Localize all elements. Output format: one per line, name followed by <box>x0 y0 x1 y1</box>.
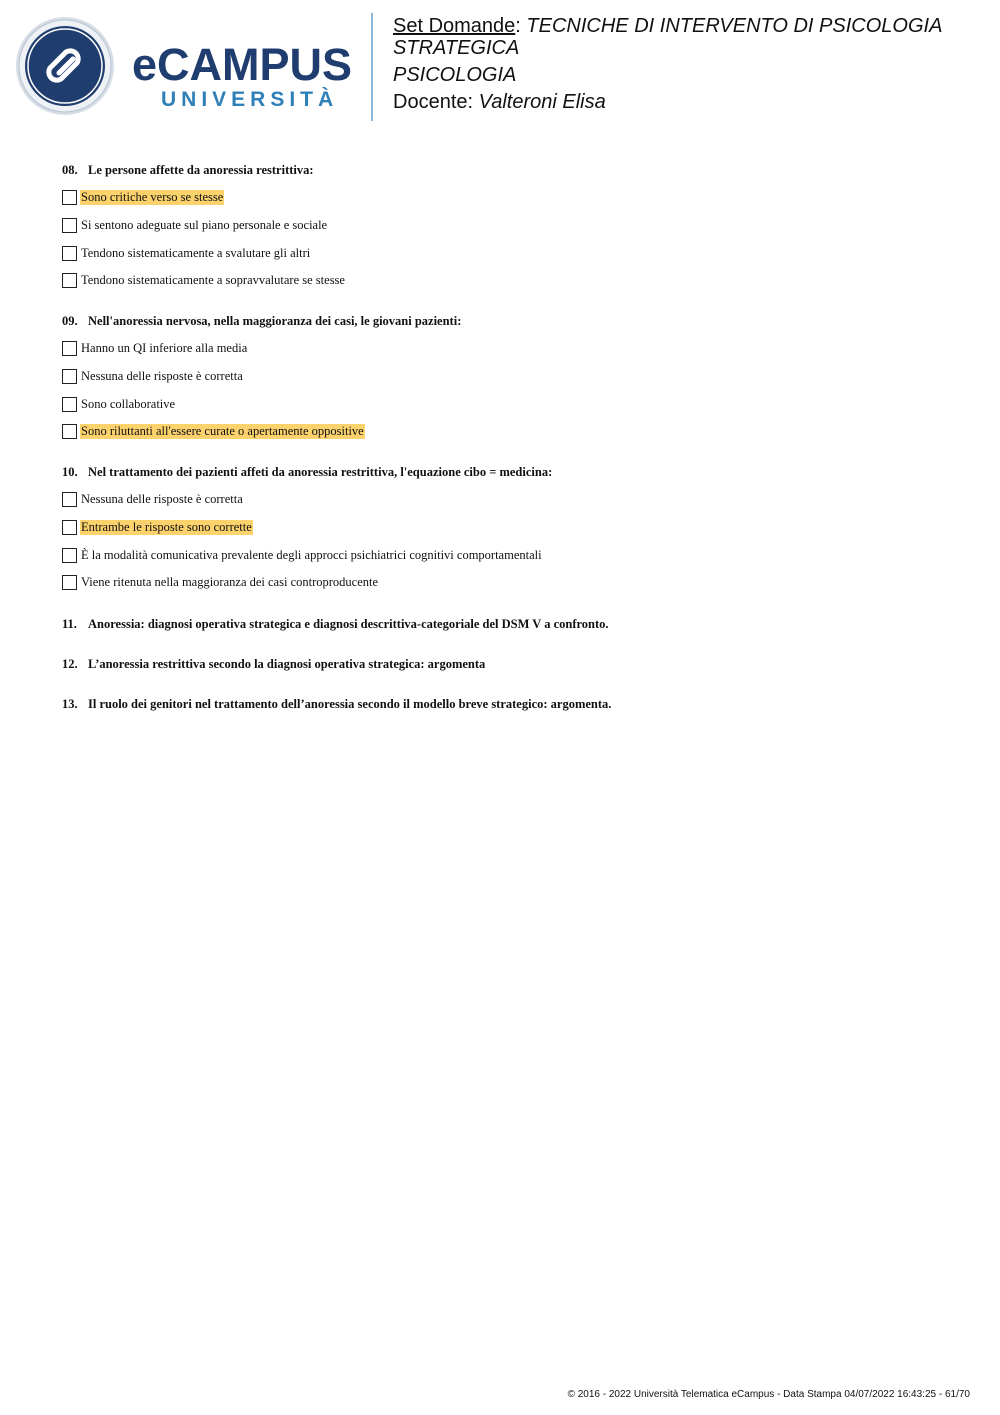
answer-checkbox[interactable] <box>62 548 77 563</box>
degree-name: PSICOLOGIA <box>393 64 517 86</box>
ecampus-seal-logo <box>14 16 116 116</box>
answer-checkbox[interactable] <box>62 273 77 288</box>
answer-text: Sono collaborative <box>81 397 176 411</box>
question-text: Il ruolo dei genitori nel trattamento dell’anoressia secondo il modello breve strategico: argomenta. <box>88 697 612 711</box>
question-heading <box>62 697 611 712</box>
set-separator: : <box>515 15 527 37</box>
answer-text: Entrambe le risposte sono corrette <box>81 520 252 534</box>
answer-checkbox[interactable] <box>62 520 77 535</box>
answer-checkbox[interactable] <box>62 369 77 384</box>
answer-checkbox[interactable] <box>62 246 77 261</box>
question-heading <box>62 617 609 632</box>
teacher-label: Docente: <box>393 91 479 113</box>
question-heading <box>62 657 485 672</box>
answer-text: Nessuna delle risposte è corretta <box>81 369 243 383</box>
teacher-line <box>393 91 606 113</box>
brand-wordmark <box>132 39 353 111</box>
course-title: TECNICHE DI INTERVENTO DI PSICOLOGIA STRATEGICA <box>393 15 942 59</box>
answer-text: Nessuna delle risposte è corretta <box>81 492 243 506</box>
brand-name: eCAMPUS <box>132 39 353 90</box>
page-footer: © 2016 - 2022 Università Telematica eCampus - Data Stampa 04/07/2022 16:43:25 - 61/70 <box>567 1389 970 1400</box>
question-heading <box>62 163 314 178</box>
question-number: 11. <box>62 617 77 631</box>
question-text: Anoressia: diagnosi operativa strategica e diagnosi descrittiva-categoriale del DSM V a confronto. <box>88 617 609 631</box>
set-label: Set Domande <box>393 15 516 37</box>
answer-text: Sono riluttanti all'essere curate o apertamente oppositive <box>81 424 364 438</box>
answer-checkbox[interactable] <box>62 492 77 507</box>
answer-text: Si sentono adeguate sul piano personale e sociale <box>81 218 328 232</box>
question-heading <box>62 465 552 480</box>
answer-checkbox[interactable] <box>62 575 77 590</box>
answer-text: Viene ritenuta nella maggioranza dei casi controproducente <box>81 575 379 589</box>
question-heading <box>62 314 461 329</box>
question-number: 09. <box>62 314 78 328</box>
teacher-name: Valteroni Elisa <box>478 91 606 113</box>
question-number: 13. <box>62 697 78 711</box>
answer-checkbox[interactable] <box>62 424 77 439</box>
question-text: L’anoressia restrittiva secondo la diagnosi operativa strategica: argomenta <box>88 657 486 671</box>
answer-checkbox[interactable] <box>62 190 77 205</box>
course-heading <box>393 15 983 59</box>
answer-text: È la modalità comunicativa prevalente degli approcci psichiatrici cognitivi comportamentali <box>81 548 542 562</box>
answer-text: Tendono sistematicamente a svalutare gli altri <box>81 246 311 260</box>
question-text: Nell'anoressia nervosa, nella maggioranza dei casi, le giovani pazienti: <box>88 314 462 328</box>
question-number: 10. <box>62 465 78 479</box>
question-number: 08. <box>62 163 78 177</box>
question-text: Le persone affette da anoressia restrittiva: <box>88 163 314 177</box>
brand-subtitle: UNIVERSITÀ <box>161 88 339 111</box>
question-number: 12. <box>62 657 78 671</box>
answer-text: Tendono sistematicamente a sopravvalutare se stesse <box>81 273 345 287</box>
answer-text: Sono critiche verso se stesse <box>81 190 224 204</box>
answer-checkbox[interactable] <box>62 218 77 233</box>
answer-checkbox[interactable] <box>62 341 77 356</box>
answer-text: Hanno un QI inferiore alla media <box>81 341 248 355</box>
question-text: Nel trattamento dei pazienti affeti da anoressia restrittiva, l'equazione cibo = medicina: <box>88 465 553 479</box>
answer-checkbox[interactable] <box>62 397 77 412</box>
header-divider <box>371 13 373 121</box>
